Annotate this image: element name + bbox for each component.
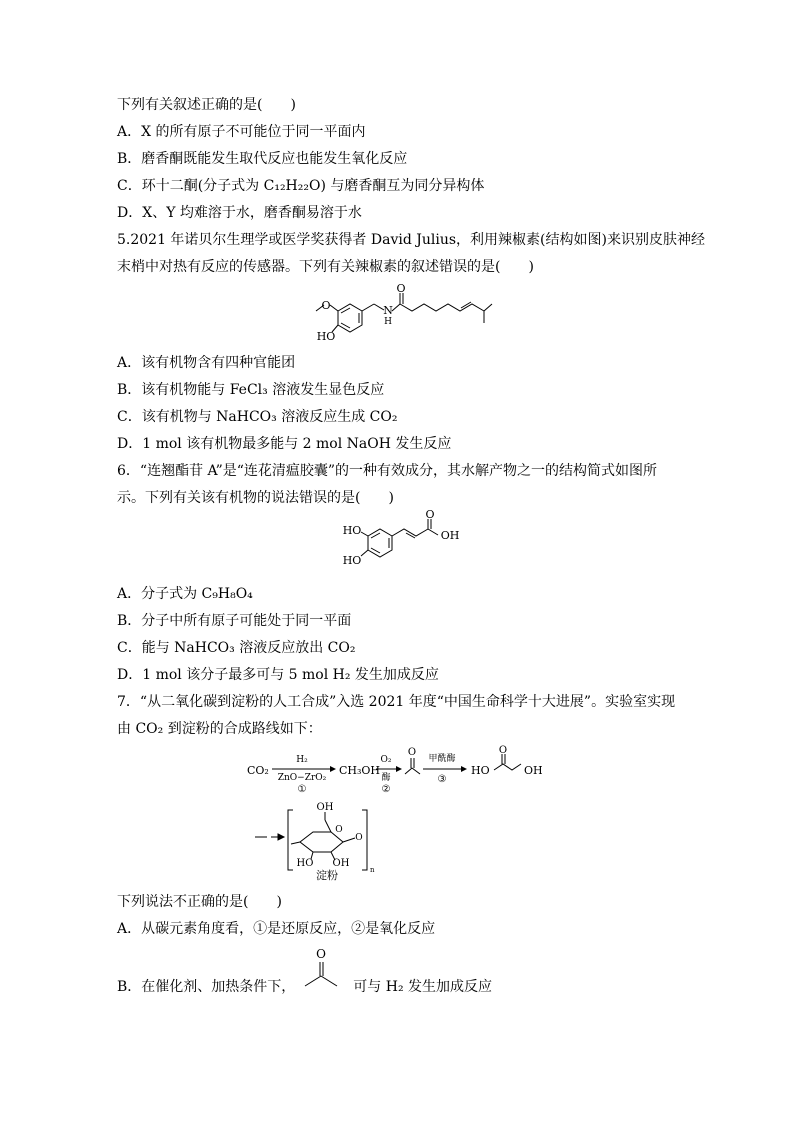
route-ch3oh: CH₃OH bbox=[339, 764, 381, 777]
q7-stem-line1: 7．“从二氧化碳到淀粉的人工合成”入选 2021 年度“中国生命科学十大进展”。实验室实现 bbox=[117, 694, 676, 710]
starch-oh-top: OH bbox=[316, 802, 334, 813]
q4-option-a: A．X 的所有原子不可能位于同一平面内 bbox=[117, 124, 366, 140]
q7-option-b bbox=[117, 947, 493, 996]
route-h2: H₂ bbox=[296, 755, 308, 765]
q7-option-a: A．从碳元素角度看，①是还原反应，②是氧化反应 bbox=[117, 921, 436, 937]
starch-label: 淀粉 bbox=[316, 869, 338, 882]
q7-option-b-pre: B．在催化剂、加热条件下， bbox=[117, 979, 296, 995]
q6-option-c: C．能与 NaHCO₃ 溶液反应放出 CO₂ bbox=[117, 640, 356, 656]
acetone-o-label: O bbox=[316, 947, 327, 961]
caffeic-acid-structure bbox=[340, 508, 470, 582]
q5-stem-line1: 5.2021 年诺贝尔生理学或医学奖获得者 David Julius，利用辣椒素(结构如图)来识别皮肤神经 bbox=[117, 232, 705, 248]
route-reagent3: 甲酰酶 bbox=[428, 754, 456, 764]
route-enzyme: 酶 bbox=[381, 773, 391, 783]
caffeic-carbonyl-o-label: O bbox=[425, 508, 435, 521]
route-product-o: O bbox=[498, 745, 508, 756]
capsaicin-structure bbox=[306, 283, 506, 353]
capsaicin-h-label: H bbox=[384, 317, 392, 327]
route-carbonyl-o: O bbox=[407, 747, 417, 758]
q6-option-b: B．分子中所有原子可能处于同一平面 bbox=[117, 613, 352, 629]
starch-ring-o: O bbox=[335, 825, 343, 835]
q7-stem-after: 下列说法不正确的是( ) bbox=[117, 894, 282, 910]
route-o2: O₂ bbox=[380, 755, 392, 765]
capsaicin-ho-label: HO bbox=[316, 330, 336, 343]
q5-option-c: C．该有机物与 NaHCO₃ 溶液反应生成 CO₂ bbox=[117, 409, 398, 425]
q5-option-a: A．该有机物含有四种官能团 bbox=[117, 355, 296, 371]
q6-option-a: A．分子式为 C₉H₈O₄ bbox=[117, 586, 253, 602]
route-step2: ② bbox=[381, 784, 391, 795]
starch-subscript-n: n bbox=[370, 866, 375, 874]
q5-stem-line2: 末梢中对热有反应的传感器。下列有关辣椒素的叙述错误的是( ) bbox=[117, 259, 534, 275]
starch-ho-bottom: HO bbox=[296, 858, 314, 869]
q6-stem-line2: 示。下列有关该有机物的说法错误的是( ) bbox=[117, 490, 394, 506]
capsaicin-o-label: O bbox=[321, 299, 331, 312]
q6-stem-line1: 6．“连翘酯苷 A”是“连花清瘟胶囊”的一种有效成分，其水解产物之一的结构简式如图所 bbox=[117, 463, 658, 479]
q4-option-c: C．环十二酮(分子式为 C₁₂H₂₂O) 与磨香酮互为同分异构体 bbox=[117, 178, 485, 194]
route-product-ho: HO bbox=[471, 764, 490, 777]
route-product-oh: OH bbox=[524, 764, 543, 777]
q7-option-b-post: 可与 H₂ 发生加成反应 bbox=[353, 979, 493, 995]
route-catalyst: ZnO−ZrO₂ bbox=[277, 773, 327, 783]
route-co2: CO₂ bbox=[247, 764, 269, 777]
caffeic-ho-lower-label: HO bbox=[342, 554, 362, 567]
q6-option-d: D．1 mol 该分子最多可与 5 mol H₂ 发生加成反应 bbox=[117, 667, 439, 683]
acetone-structure bbox=[295, 947, 353, 996]
q5-option-b: B．该有机物能与 FeCl₃ 溶液发生显色反应 bbox=[117, 382, 385, 398]
q7-stem-line2: 由 CO₂ 到淀粉的合成路线如下： bbox=[117, 721, 322, 737]
synthesis-route bbox=[245, 744, 565, 882]
starch-oh-bottom: OH bbox=[332, 858, 350, 869]
capsaicin-carbonyl-o-label: O bbox=[396, 282, 406, 295]
q4-stem: 下列有关叙述正确的是( ) bbox=[117, 97, 296, 113]
route-step1: ① bbox=[297, 784, 307, 795]
q5-option-d: D．1 mol 该有机物最多能与 2 mol NaOH 发生反应 bbox=[117, 436, 452, 452]
starch-link-o: O bbox=[355, 833, 363, 843]
q4-option-d: D．X、Y 均难溶于水，磨香酮易溶于水 bbox=[117, 205, 362, 221]
capsaicin-n-label: N bbox=[383, 304, 393, 317]
caffeic-ho-upper-label: HO bbox=[342, 524, 362, 537]
q4-option-b: B．磨香酮既能发生取代反应也能发生氧化反应 bbox=[117, 151, 408, 167]
caffeic-oh-label: OH bbox=[440, 529, 460, 542]
route-step3: ③ bbox=[437, 774, 447, 785]
